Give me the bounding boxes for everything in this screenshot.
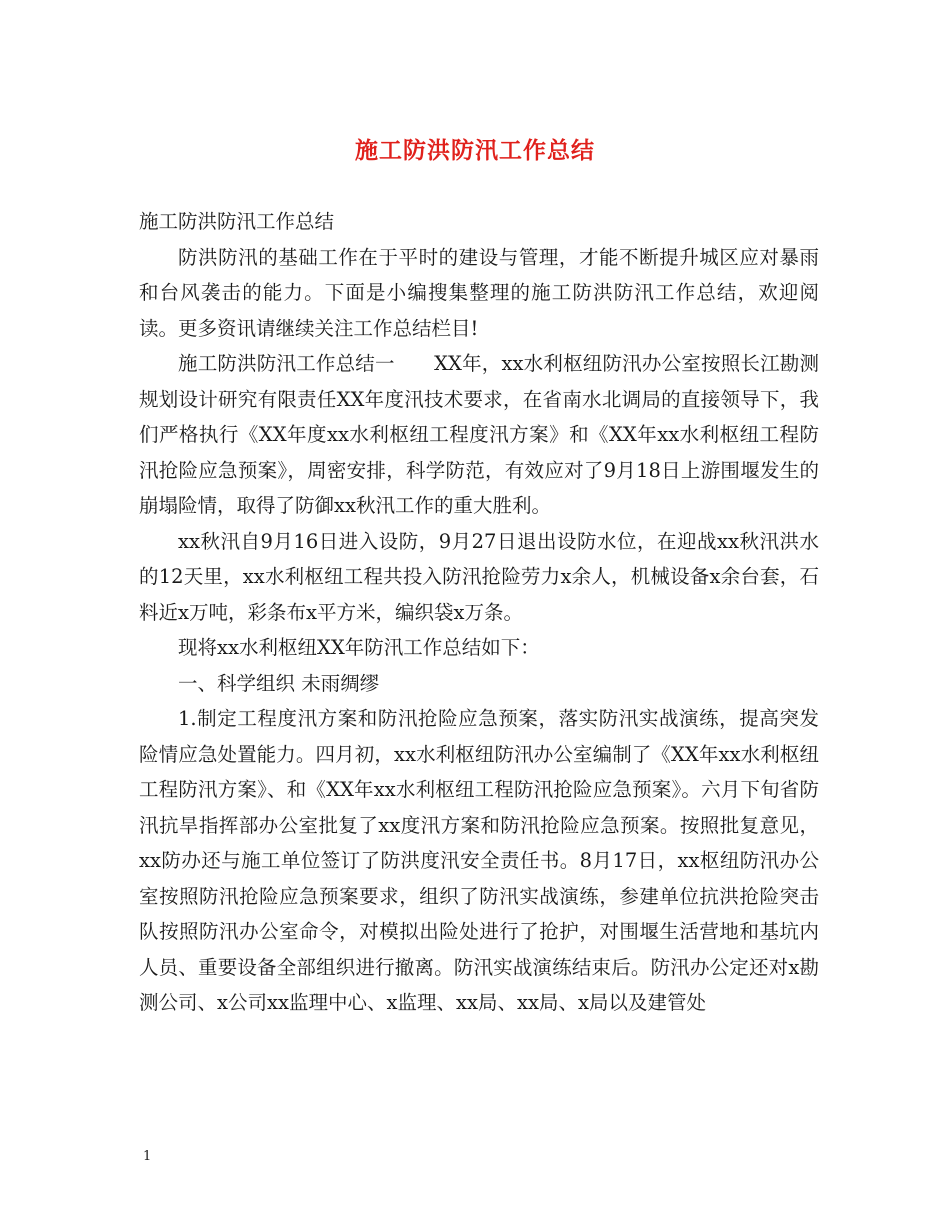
document-body [139, 204, 819, 1021]
document-title: 施工防洪防汛工作总结 [355, 138, 595, 164]
paragraph-heading: 施工防洪防汛工作总结 [139, 210, 335, 233]
paragraph-intro: 防洪防汛的基础工作在于平时的建设与管理，才能不断提升城区应对暴雨和台风袭击的能力。下面是小编搜集整理的施工防洪防汛工作总结，欢迎阅读。更多资讯请继续关注工作总结栏目! [139, 245, 819, 340]
paragraph-autumn-flood: xx秋汛自9月16日进入设防，9月27日退出设防水位，在迎战xx秋汛洪水的12天里，xx水利枢纽工程共投入防汛抢险劳力x余人，机械设备x余台套，石料近x万吨，彩条布x平方米，编织袋x万条。 [139, 529, 819, 624]
paragraph-summary-intro: 现将xx水利枢纽XX年防汛工作总结如下： [178, 636, 540, 659]
paragraph-item-one: 1.制定工程度汛方案和防汛抢险应急预案，落实防汛实战演练，提高突发险情应急处置能力。四月初，xx水利枢纽防汛办公室编制了《XX年xx水利枢纽工程防汛方案》、和《XX年xx水利枢纽工程防汛抢险应急预案》。六月下旬省防汛抗旱指挥部办公室批复了xx度汛方案和防汛抢险应急预案。按照批复意见，xx防办还与施工单位签订了防洪度汛安全责任书。8月17日，xx枢纽防汛办公室按照防汛抢险应急预案要求，组织了防汛实战演练，参建单位抗洪抢险突击队按照防汛办公室命令，对模拟出险处进行了抢护，对围堰生活营地和基坑内人员、重要设备全部组织进行撤离。防汛实战演练结束后。防汛办公定还对x勘测公司、x公司xx监理中心、x监理、xx局、xx局、x局以及建管处 [139, 707, 819, 1014]
section-heading-one: 一、科学组织 未雨绸缪 [178, 671, 380, 695]
paragraph-summary-one: 施工防洪防汛工作总结一 XX年，xx水利枢纽防汛办公室按照长江勘测规划设计研究有限责任XX年度汛技术要求，在省南水北调局的直接领导下，我们严格执行《XX年度xx水利枢纽工程度汛方案》和《XX年xx水利枢纽工程防汛抢险应急预案》，周密安排，科学防范，有效应对了9月18日上游围堰发生的崩塌险情，取得了防御xx秋汛工作的重大胜利。 [139, 352, 819, 517]
page-number: 1 [143, 1149, 152, 1164]
